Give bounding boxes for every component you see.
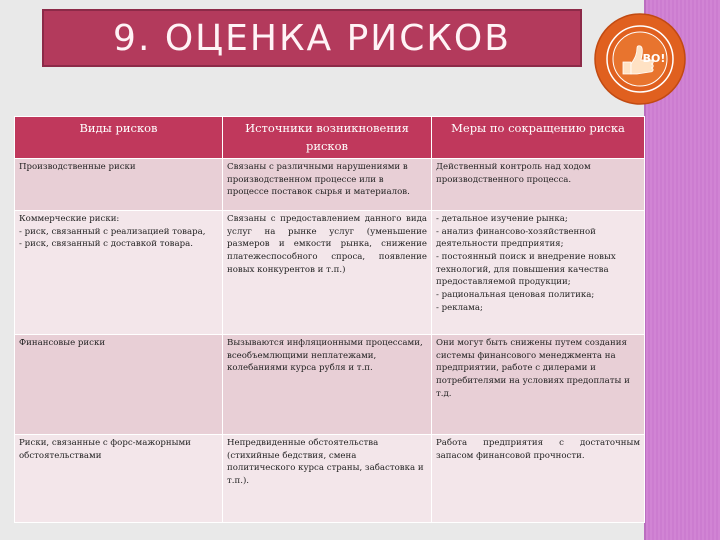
cell-risk-source: Связаны с предоставлением данного вида услуг на рынке услуг (уменьшение размеров и емкости рынка, снижение платежеспособного спроса, появление новых конкурентов и т.п.) [223,210,432,334]
title-box [42,9,582,67]
cell-risk-source: Вызываются инфляционными процессами, всеобъемлющими неплатежами, колебаниями курса рубля и т.п. [223,334,432,434]
risk-table [14,116,645,523]
cell-risk-measures: Работа предприятия с достаточным запасом финансовой прочности. [432,434,645,522]
table-row [15,434,645,522]
table-header-row [15,117,645,159]
cell-risk-source: Связаны с различными нарушениями в производственном процессе или в процессе поставок сырья и материалов. [223,158,432,210]
header-risk-source: Источники возникновения рисков [223,117,432,159]
badge-center-text: ВО! [642,52,666,65]
badge-logo-icon [593,12,687,106]
cell-risk-type: Коммерческие риски: - риск, связанный с реализацией товара, - риск, связанный с доставкой товара. [15,210,223,334]
cell-risk-type: Производственные риски [15,158,223,210]
cell-risk-measures: Действенный контроль над ходом производственного процесса. [432,158,645,210]
cell-risk-measures: Они могут быть снижены путем создания системы финансового менеджмента на предприятии, работе с дилерами и потребителями на условиях предоплаты и т.д. [432,334,645,434]
table-row [15,210,645,334]
header-risk-type: Виды рисков [15,117,223,159]
cell-risk-measures: - детальное изучение рынка; - анализ финансово-хозяйственной деятельности предприятия; - постоянный поиск и внедрение новых технологий, для повышения качества предоставляемой продукции; - рациональная ценовая политика; - реклама; [432,210,645,334]
cell-risk-type: Риски, связанные с форс-мажорными обстоятельствами [15,434,223,522]
table-row [15,158,645,210]
header-risk-measures: Меры по сокращению риска [432,117,645,159]
page-title: 9. ОЦЕНКА РИСКОВ [113,18,511,59]
table-row [15,334,645,434]
cell-risk-type: Финансовые риски [15,334,223,434]
risk-table-container [14,116,644,523]
cell-risk-source: Непредвиденные обстоятельства (стихийные бедствия, смена политического курса страны, забастовка и т.п.). [223,434,432,522]
